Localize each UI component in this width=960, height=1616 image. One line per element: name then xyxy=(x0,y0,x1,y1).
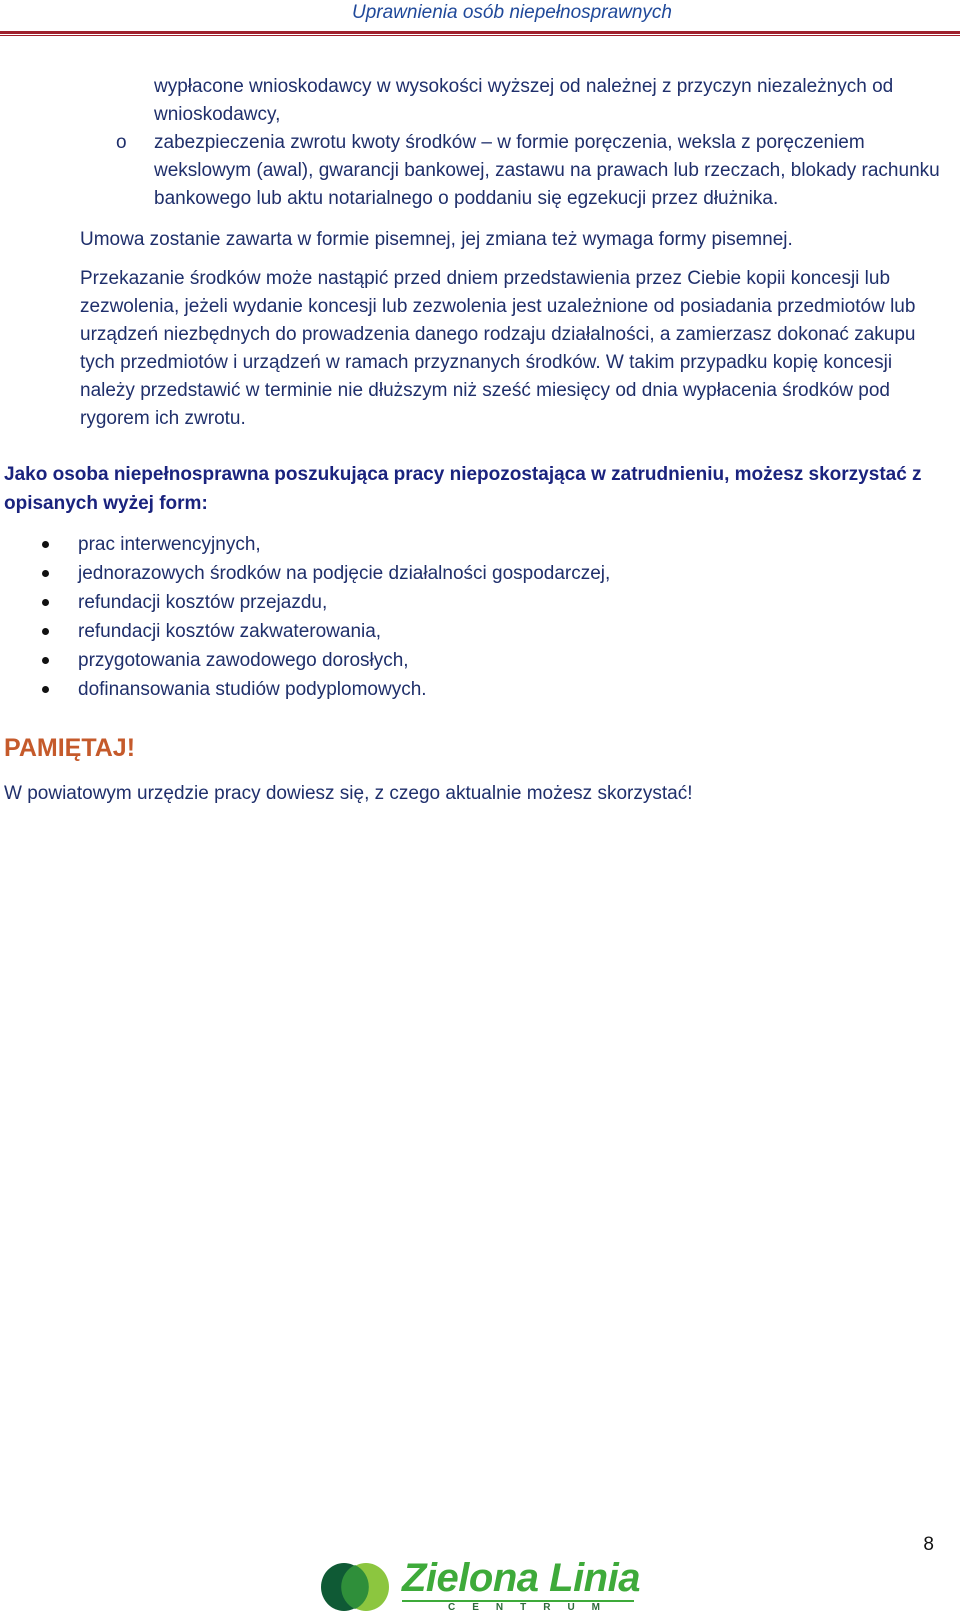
continuation-paragraph: wypłacone wnioskodawcy w wysokości wyższej od należnej z przyczyn niezależnych od wnioskodawcy, xyxy=(154,76,894,125)
list-item xyxy=(40,646,610,675)
logo-mark-icon xyxy=(320,1560,390,1614)
page-number: 8 xyxy=(923,1534,934,1555)
list-item-label: dofinansowania studiów podyplomowych. xyxy=(78,679,427,700)
zielona-linia-logo xyxy=(320,1556,640,1616)
bullet-icon xyxy=(42,628,49,635)
bullet-icon xyxy=(42,686,49,693)
list-item-label: przygotowania zawodowego dorosłych, xyxy=(78,650,409,671)
header-rule xyxy=(0,31,960,34)
umowa-paragraph: Umowa zostanie zawarta w formie pisemnej, jej zmiana też wymaga formy pisemnej. xyxy=(80,229,793,250)
list-item-label: jednorazowych środków na podjęcie działalności gospodarczej, xyxy=(78,563,611,584)
list-item-label: refundacji kosztów zakwaterowania, xyxy=(78,621,382,642)
bullet-icon xyxy=(42,599,49,606)
pamietaj-heading: PAMIĘTAJ! xyxy=(4,734,136,762)
final-note: W powiatowym urzędzie pracy dowiesz się, z czego aktualnie możesz skorzystać! xyxy=(4,783,693,804)
forms-heading: Jako osoba niepełnosprawna poszukująca pracy niepozostająca w zatrudnieniu, możesz skorzystać z opisanych wyżej form: xyxy=(4,464,922,514)
header-title: Uprawnienia osób niepełnosprawnych xyxy=(351,2,672,23)
logo-subtext: CENTRUM xyxy=(448,1602,617,1613)
bullet-icon xyxy=(42,657,49,664)
list-item xyxy=(40,675,610,704)
list-item xyxy=(40,588,610,617)
list-item-label: prac interwencyjnych, xyxy=(78,534,261,555)
logo-text: Zielona Linia xyxy=(402,1556,640,1600)
header-rule-thin xyxy=(0,35,960,36)
sub-bullet-marker: o xyxy=(116,132,127,153)
sub-list-item: zabezpieczenia zwrotu kwoty środków – w formie poręczenia, weksla z poręczeniem wekslowym (awal), gwarancji bankowej, zastawu na prawach lub rzeczach, blokady rachunku bankowego lub aktu notarialnego o poddaniu się egzekucji przez dłużnika. xyxy=(154,132,940,209)
list-item xyxy=(40,530,610,559)
list-item-label: refundacji kosztów przejazdu, xyxy=(78,592,328,613)
bullet-icon xyxy=(42,570,49,577)
forms-list xyxy=(40,530,610,704)
przekazanie-paragraph: Przekazanie środków może nastąpić przed dniem przedstawienia przez Ciebie kopii koncesji lub zezwolenia, jeżeli wydanie koncesji lub zezwolenia jest uzależnione od posiadania przedmiotów lub urządzeń niezbędnych do prowadzenia danego rodzaju działalności, a zamierzasz dokonać zakupu tych przedmiotów i urządzeń w ramach przyznanych środków. W takim przypadku kopię koncesji należy przedstawić w terminie nie dłuższym niż sześć miesięcy od dnia wypłacenia środków pod rygorem ich zwrotu. xyxy=(80,268,916,429)
page-header xyxy=(0,0,960,38)
list-item xyxy=(40,559,610,588)
list-item xyxy=(40,617,610,646)
bullet-icon xyxy=(42,541,49,548)
